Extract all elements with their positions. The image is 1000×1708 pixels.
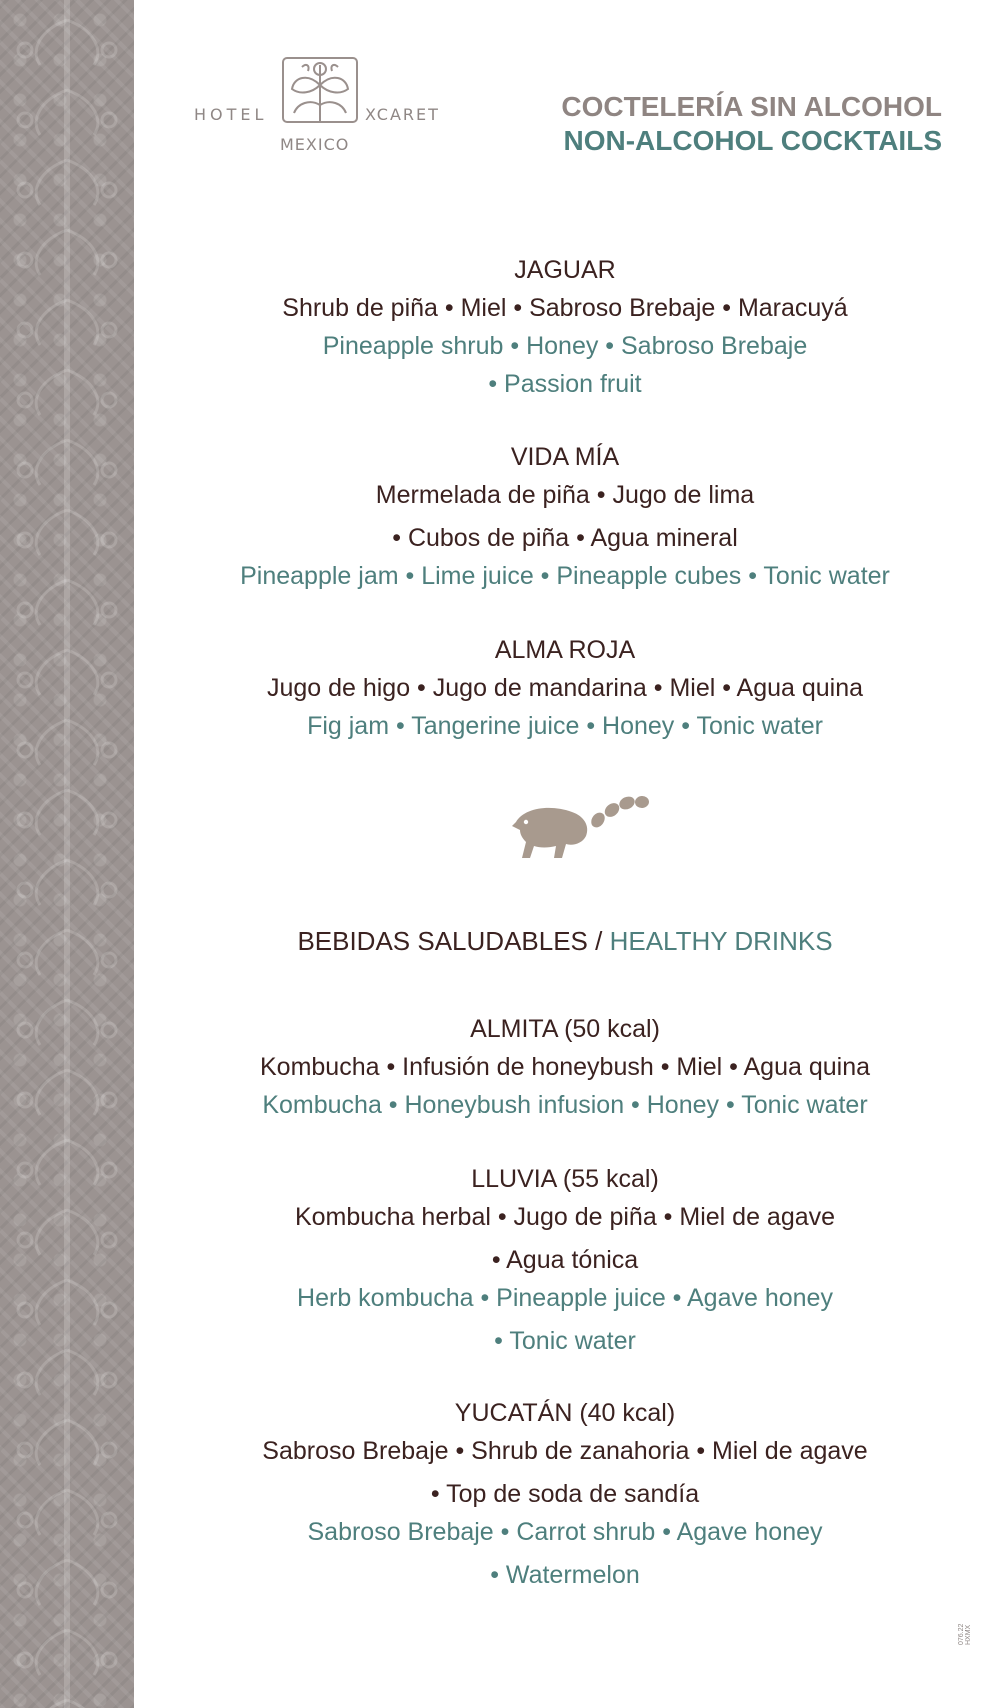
folk-pattern-icon [0,0,134,1708]
item-ingredients-en: Fig jam • Tangerine juice • Honey • Tonic water [307,712,823,740]
item-ingredients-es: • Agua tónica [491,1246,639,1274]
item-name: JAGUAR [514,256,616,284]
item-ingredients-es: Kombucha herbal • Jugo de piña • Miel de agave [294,1203,836,1231]
logo-word-xcaret: XCARET [365,105,440,124]
page-title-es: COCTELERÍA SIN ALCOHOL [561,91,942,122]
item-ingredients-es: Mermelada de piña • Jugo de lima [375,481,755,509]
page-title-en: NON-ALCOHOL COCKTAILS [563,125,942,156]
item-ingredients-es: Sabroso Brebaje • Shrub de zanahoria • Miel de agave [262,1437,868,1465]
item-ingredients-en: Sabroso Brebaje • Carrot shrub • Agave honey [307,1518,823,1546]
item-name: YUCATÁN (40 kcal) [454,1399,676,1427]
healthy-drinks-heading [196,922,934,960]
item-name: ALMA ROJA [494,636,636,664]
item-ingredients-es: Jugo de higo • Jugo de mandarina • Miel • Agua quina [266,674,864,702]
page-title [561,90,942,158]
item-ingredients-en: • Tonic water [494,1327,636,1355]
item-ingredients-en: Kombucha • Honeybush infusion • Honey • Tonic water [262,1091,868,1119]
item-ingredients-es: • Top de soda de sandía [430,1480,700,1508]
item-name: VIDA MÍA [510,443,620,471]
healthy-heading-en: HEALTHY DRINKS [609,926,833,956]
menu-item-jaguar [196,251,934,403]
item-name: LLUVIA (55 kcal) [471,1165,659,1193]
decorative-pattern-band [0,0,134,1708]
healthy-heading-es: BEBIDAS SALUDABLES / [297,926,603,956]
menu-item-almita [196,1010,934,1124]
item-ingredients-es: Shrub de piña • Miel • Sabroso Brebaje • Maracuyá [282,294,848,322]
item-ingredients-en: • Watermelon [490,1561,640,1589]
menu-item-alma-roja [196,631,934,745]
logo-word-mexico: MEXICO [280,135,350,154]
coati-icon [510,792,650,864]
print-code: 076.22 HXMX [958,1623,972,1645]
item-ingredients-en: Herb kombucha • Pineapple juice • Agave honey [297,1284,833,1312]
menu-item-lluvia [196,1160,934,1360]
item-ingredients-es: • Cubos de piña • Agua mineral [392,524,738,552]
menu-item-yucatan [196,1394,934,1594]
item-ingredients-en: Pineapple shrub • Honey • Sabroso Brebaje [322,332,808,360]
menu-item-vida-mia [196,438,934,595]
item-ingredients-en: Pineapple jam • Lime juice • Pineapple cubes • Tonic water [240,562,890,590]
hotel-tree-logo-icon [280,55,360,137]
hotel-logo [180,55,450,165]
logo-word-hotel: HOTEL [194,105,268,124]
item-name: ALMITA (50 kcal) [470,1015,660,1043]
item-ingredients-en: • Passion fruit [488,370,642,398]
item-ingredients-es: Kombucha • Infusión de honeybush • Miel • Agua quina [260,1053,870,1081]
